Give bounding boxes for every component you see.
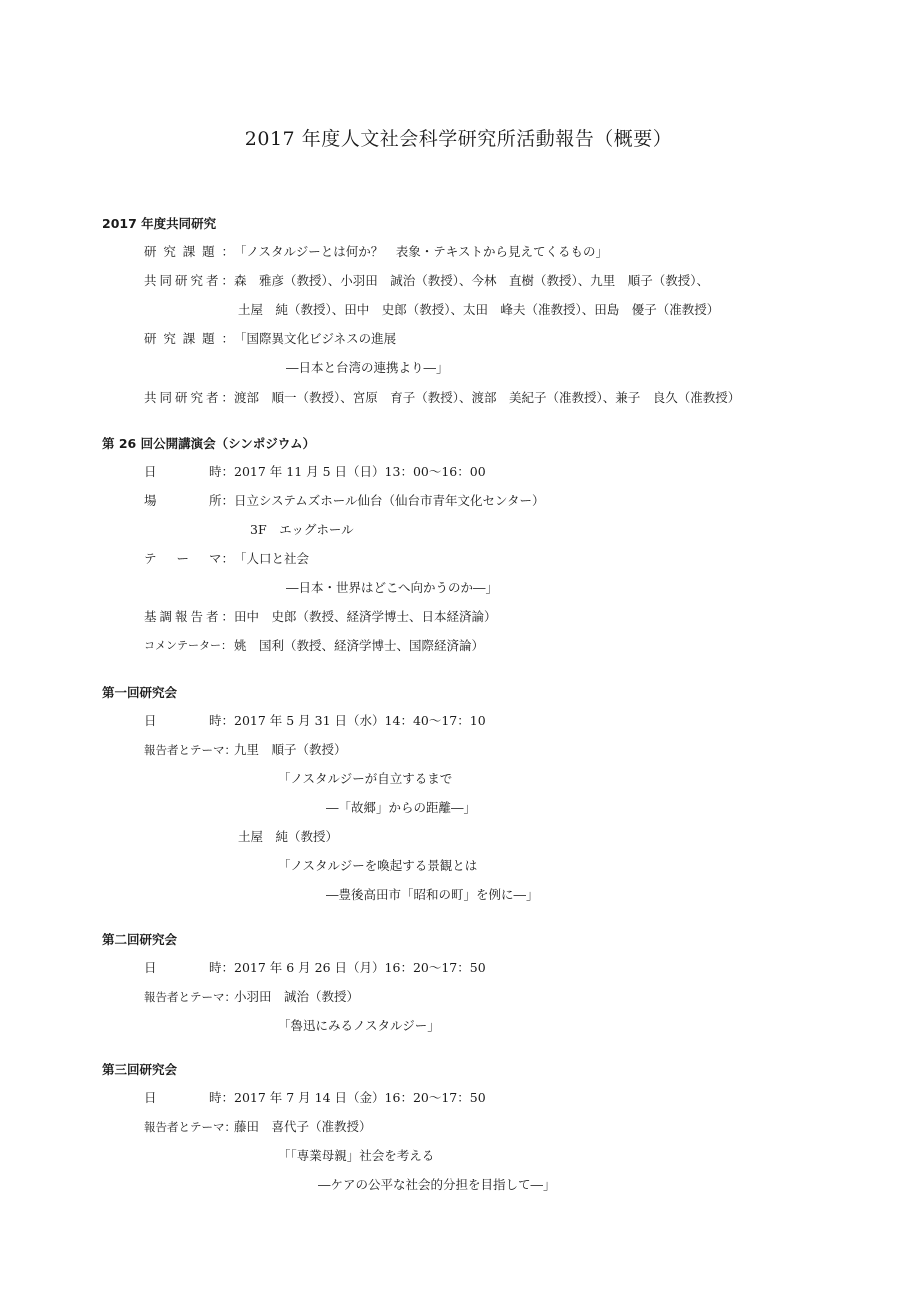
label-topic: 研 究 課 題 ： [144, 331, 234, 346]
symposium-keynote: 田中 史郎（教授、経済学博士、日本経済論） [234, 609, 497, 624]
label-topic: 研 究 課 題 ： [144, 244, 234, 259]
symposium-place-line1: 日立システムズホール仙台（仙台市青年文化センター） [234, 493, 545, 508]
label-members: 共 同 研 究 者 ： [144, 273, 234, 288]
symposium-place-line2: 3F エッグホール [250, 522, 354, 537]
label-date: 日 時： [144, 713, 234, 728]
meeting1-theme2-line1: 「ノスタルジーを喚起する景観とは [278, 858, 478, 873]
meeting3-reporter: 藤田 喜代子（准教授） [234, 1119, 372, 1134]
topic-2-line2: ―日本と台湾の連携より―」 [286, 360, 449, 375]
members-1-line2: 土屋 純（教授）、田中 史郎（教授）、太田 峰夫（准教授）、田島 優子（准教授） [238, 302, 720, 317]
topic-2-line1: 「国際異文化ビジネスの進展 [234, 331, 397, 346]
symposium-theme-line2: ―日本・世界はどこへ向かうのか―」 [286, 580, 499, 595]
meeting1-theme2-line2: ―豊後高田市「昭和の町」を例に―」 [326, 887, 539, 902]
label-theme: テ ー マ： [144, 551, 234, 566]
symposium-theme-line1: 「人口と社会 [234, 551, 310, 566]
meeting1-date: 2017 年 5 月 31 日（水）14：40～17：10 [234, 713, 486, 728]
meeting1-reporter1: 九里 順子（教授） [234, 742, 347, 757]
meeting1-reporter2: 土屋 純（教授） [238, 829, 339, 844]
symposium-date: 2017 年 11 月 5 日（日）13：00～16：00 [234, 464, 486, 479]
label-reporter: 報告者とテーマ： [144, 1120, 236, 1134]
section-meeting2-heading: 第二回研究会 [102, 932, 178, 947]
meeting2-theme: 「魯迅にみるノスタルジー」 [278, 1018, 440, 1033]
label-keynote: 基 調 報 告 者 ： [144, 609, 234, 624]
meeting1-theme1-line2: ―「故郷」からの距離―」 [326, 800, 477, 815]
document-title: 2017 年度人文社会科学研究所活動報告（概要） [244, 128, 673, 150]
label-date: 日 時： [144, 1090, 234, 1105]
meeting1-theme1-line1: 「ノスタルジーが自立するまで [278, 771, 453, 786]
members-2: 渡部 順一（教授）、宮原 育子（教授）、渡部 美紀子（准教授）、兼子 良久（准教授） [234, 390, 741, 405]
label-members: 共 同 研 究 者 ： [144, 390, 234, 405]
label-reporter: 報告者とテーマ： [144, 990, 236, 1004]
label-commentator: コメンテーター： [144, 639, 232, 652]
section-joint-research-heading: 2017 年度共同研究 [102, 216, 217, 231]
meeting2-reporter: 小羽田 誠治（教授） [234, 989, 360, 1004]
label-date: 日 時： [144, 960, 234, 975]
meeting3-date: 2017 年 7 月 14 日（金）16：20～17：50 [234, 1090, 486, 1105]
topic-1: 「ノスタルジーとは何か？ 表象・テキストから見えてくるもの」 [234, 244, 608, 259]
section-symposium-heading: 第 26 回公開講演会（シンポジウム） [102, 436, 316, 451]
meeting3-theme-line2: ―ケアの公平な社会的分担を目指して―」 [318, 1177, 556, 1192]
symposium-commentator: 姚 国利（教授、経済学博士、国際経済論） [234, 638, 485, 653]
label-place: 場 所： [144, 493, 234, 508]
meeting2-date: 2017 年 6 月 26 日（月）16：20～17：50 [234, 960, 486, 975]
section-meeting3-heading: 第三回研究会 [102, 1062, 178, 1077]
label-date: 日 時： [144, 464, 234, 479]
members-1-line1: 森 雅彦（教授）、小羽田 誠治（教授）、今林 直樹（教授）、九里 順子（教授）、 [234, 273, 710, 288]
meeting3-theme-line1: 「「専業母親」社会を考える [278, 1148, 435, 1163]
section-meeting1-heading: 第一回研究会 [102, 685, 178, 700]
label-reporter: 報告者とテーマ： [144, 743, 236, 757]
